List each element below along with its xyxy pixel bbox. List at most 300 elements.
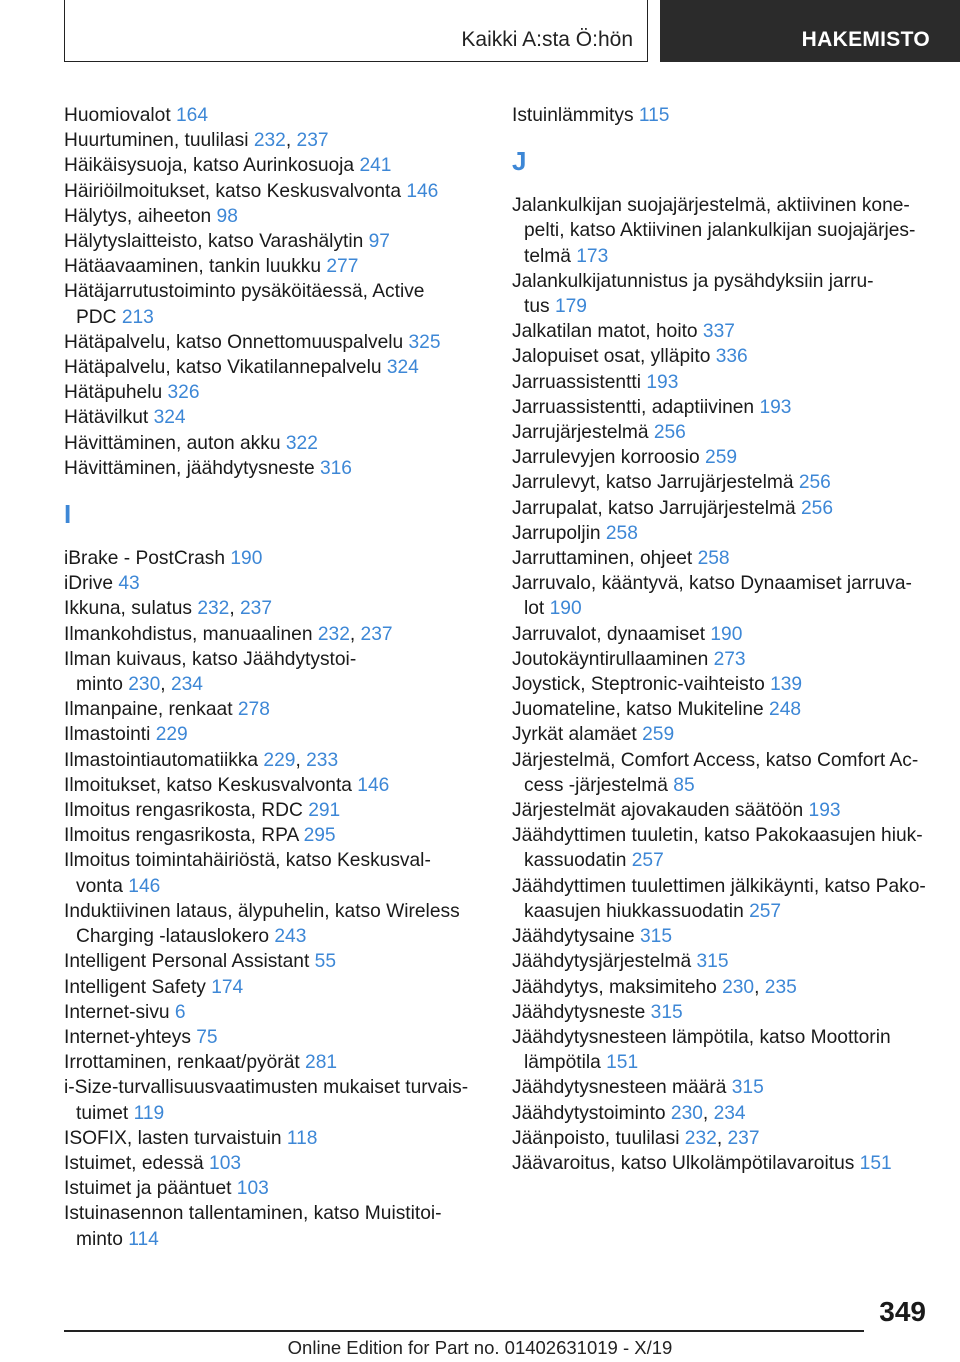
entry-text: Istuinlämmitys bbox=[512, 105, 639, 126]
page-link[interactable]: 75 bbox=[196, 1026, 218, 1048]
page-link[interactable]: 85 bbox=[673, 774, 695, 796]
index-entry bbox=[512, 1101, 932, 1126]
entry-term-continuation bbox=[512, 244, 932, 269]
page-link[interactable]: 232 bbox=[253, 130, 286, 152]
index-entry bbox=[512, 647, 932, 672]
entry-text: Jäähdytysaine bbox=[512, 926, 640, 948]
entry-term bbox=[64, 697, 474, 722]
page-link[interactable]: 234 bbox=[713, 1102, 746, 1124]
page-separator: , bbox=[285, 130, 297, 152]
page-link[interactable]: 229 bbox=[263, 749, 296, 771]
index-entry bbox=[64, 773, 474, 798]
page-link[interactable]: 233 bbox=[306, 749, 339, 771]
entry-term bbox=[64, 431, 474, 456]
page-separator: , bbox=[229, 598, 241, 620]
page-link[interactable]: 234 bbox=[170, 674, 203, 696]
entry-term-continuation bbox=[64, 1227, 474, 1252]
index-entry bbox=[512, 470, 932, 495]
entry-term bbox=[64, 179, 474, 204]
entry-text: Jäänpoisto, tuulilasi bbox=[512, 1127, 685, 1149]
entry-text: vonta bbox=[76, 875, 129, 897]
entry-text: Hävittäminen, auton akku bbox=[64, 432, 286, 454]
entry-text: Ilmastointi bbox=[64, 724, 156, 746]
index-entry bbox=[64, 254, 474, 279]
page-link[interactable]: 235 bbox=[764, 976, 797, 998]
index-letter-heading: J bbox=[512, 146, 527, 177]
page-link[interactable]: 173 bbox=[576, 245, 609, 267]
page-separator: , bbox=[349, 623, 361, 645]
entry-text: Jarruvalo, kääntyvä, katso Dynaamiset jarruva- bbox=[512, 573, 912, 595]
page-link[interactable]: 43 bbox=[118, 573, 140, 595]
entry-text: Ilmoitukset, katso Keskusvalvonta bbox=[64, 774, 358, 796]
page-link[interactable]: 237 bbox=[296, 130, 329, 152]
entry-term bbox=[512, 1000, 932, 1025]
index-entry bbox=[64, 279, 474, 329]
entry-text: Irrottaminen, renkaat/pyörät bbox=[64, 1052, 306, 1074]
entry-text: lämpötila bbox=[524, 1052, 607, 1074]
entry-text: Hälytyslaitteisto, katso Varashälytin bbox=[64, 231, 369, 253]
entry-term-continuation bbox=[512, 218, 932, 243]
entry-text: Jarruassistentti, adaptiivinen bbox=[512, 396, 760, 418]
index-entry bbox=[512, 748, 932, 798]
index-entry bbox=[512, 874, 932, 924]
index-entry bbox=[512, 269, 932, 319]
entry-text: Intelligent Personal Assistant bbox=[64, 951, 315, 973]
entry-term bbox=[512, 269, 932, 294]
index-entry bbox=[512, 823, 932, 873]
entry-text: Ilmanpaine, renkaat bbox=[64, 699, 238, 721]
index-letter-heading: I bbox=[64, 499, 72, 530]
entry-term bbox=[64, 546, 474, 571]
page-link[interactable]: 174 bbox=[211, 976, 244, 998]
entry-term bbox=[64, 748, 474, 773]
index-entry bbox=[512, 496, 932, 521]
index-entry bbox=[64, 798, 474, 823]
index-entry bbox=[64, 1176, 474, 1201]
entry-term bbox=[64, 1151, 474, 1176]
page-link[interactable]: 273 bbox=[713, 648, 746, 670]
index-entry bbox=[512, 1151, 932, 1176]
page-link[interactable]: 98 bbox=[216, 205, 238, 227]
entry-text: Jäähdytystoiminto bbox=[512, 1102, 671, 1124]
page-link[interactable]: 237 bbox=[240, 598, 273, 620]
entry-term bbox=[64, 229, 474, 254]
index-entry bbox=[512, 1000, 932, 1025]
page-link[interactable]: 257 bbox=[631, 850, 664, 872]
entry-text: Huomiovalot bbox=[64, 105, 176, 126]
page-link[interactable]: 336 bbox=[715, 346, 748, 368]
page-link[interactable]: 146 bbox=[357, 774, 390, 796]
page-link[interactable]: 6 bbox=[174, 1001, 186, 1023]
page-link[interactable]: 256 bbox=[798, 472, 831, 494]
entry-term bbox=[512, 798, 932, 823]
index-entry bbox=[64, 622, 474, 647]
index-entry bbox=[512, 193, 932, 269]
index-entry bbox=[64, 546, 474, 571]
page-link[interactable]: 232 bbox=[197, 598, 230, 620]
entry-term bbox=[64, 128, 474, 153]
entry-text: Juomateline, katso Mukiteline bbox=[512, 699, 770, 721]
page-link[interactable]: 241 bbox=[359, 155, 392, 177]
index-group bbox=[64, 546, 474, 1252]
entry-text: Ilmoitus rengasrikosta, RDC bbox=[64, 800, 309, 822]
entry-text: Ilmankohdistus, manuaalinen bbox=[64, 623, 318, 645]
index-entry bbox=[64, 596, 474, 621]
page-link[interactable]: 259 bbox=[705, 447, 738, 469]
page-link[interactable]: 248 bbox=[769, 699, 802, 721]
entry-text: kassuodatin bbox=[524, 850, 632, 872]
page-link[interactable]: 315 bbox=[650, 1001, 683, 1023]
page-link[interactable]: 315 bbox=[696, 951, 729, 973]
entry-text: Istuinasennon tallentaminen, katso Muistitoi- bbox=[64, 1203, 442, 1225]
entry-text: Joutokäyntirullaaminen bbox=[512, 648, 714, 670]
page-link[interactable]: 139 bbox=[770, 674, 803, 696]
page-link[interactable]: 277 bbox=[326, 256, 359, 278]
entry-text: Jarruttaminen, ohjeet bbox=[512, 548, 698, 570]
entry-term bbox=[64, 456, 474, 481]
page-link[interactable]: 229 bbox=[155, 724, 188, 746]
page-link[interactable]: 103 bbox=[236, 1178, 269, 1200]
entry-term bbox=[64, 899, 474, 924]
page-link[interactable]: 193 bbox=[759, 396, 792, 418]
entry-term-continuation bbox=[512, 848, 932, 873]
entry-text: Jalankulkijatunnistus ja pysähdyksiin jarru- bbox=[512, 270, 874, 292]
page-link[interactable]: 213 bbox=[121, 306, 154, 328]
page-link[interactable]: 237 bbox=[727, 1127, 760, 1149]
page-link[interactable]: 230 bbox=[670, 1102, 703, 1124]
index-entry bbox=[512, 420, 932, 445]
page-link[interactable]: 315 bbox=[731, 1077, 764, 1099]
entry-text: Internet-sivu bbox=[64, 1001, 175, 1023]
page-link[interactable]: 256 bbox=[801, 497, 834, 519]
index-entry bbox=[64, 949, 474, 974]
entry-term-continuation bbox=[64, 305, 474, 330]
entry-text: Ilman kuivaus, katso Jäähdytystoi- bbox=[64, 648, 357, 670]
page-link[interactable]: 164 bbox=[175, 105, 208, 126]
entry-term bbox=[512, 571, 932, 596]
entry-text: Jäähdytysnesteen lämpötila, katso Moottorin bbox=[512, 1026, 891, 1048]
entry-term bbox=[64, 1176, 474, 1201]
index-entry bbox=[512, 622, 932, 647]
entry-text: Intelligent Safety bbox=[64, 976, 212, 998]
page-link[interactable]: 115 bbox=[638, 105, 670, 126]
index-entry bbox=[512, 1025, 932, 1075]
entry-term bbox=[64, 949, 474, 974]
entry-term bbox=[64, 622, 474, 647]
entry-term-continuation bbox=[64, 924, 474, 949]
entry-text: Hälytys, aiheeton bbox=[64, 205, 217, 227]
entry-text: Jarrulevyt, katso Jarrujärjestelmä bbox=[512, 472, 799, 494]
entry-text: minto bbox=[76, 1228, 129, 1250]
page-link[interactable]: 337 bbox=[702, 321, 735, 343]
page-link[interactable]: 322 bbox=[285, 432, 318, 454]
entry-term bbox=[512, 1025, 932, 1050]
page-link[interactable]: 237 bbox=[360, 623, 393, 645]
entry-term bbox=[512, 1126, 932, 1151]
index-entry bbox=[64, 431, 474, 456]
page-link[interactable]: 118 bbox=[286, 1127, 318, 1149]
entry-term bbox=[64, 1201, 474, 1226]
entry-text: cess -järjestelmä bbox=[524, 774, 674, 796]
entry-term bbox=[64, 380, 474, 405]
entry-term bbox=[64, 204, 474, 229]
entry-term bbox=[512, 319, 932, 344]
entry-term-continuation bbox=[64, 672, 474, 697]
page-link[interactable]: 151 bbox=[859, 1152, 892, 1174]
entry-text: Jarrupalat, katso Jarrujärjestelmä bbox=[512, 497, 801, 519]
page-link[interactable]: 146 bbox=[406, 180, 439, 202]
page-link[interactable]: 146 bbox=[128, 875, 161, 897]
footer-divider bbox=[64, 1330, 864, 1332]
entry-term bbox=[64, 153, 474, 178]
entry-text: Jäähdyttimen tuuletin, katso Pakokaasujen hiuk- bbox=[512, 825, 923, 847]
entry-text: Jarruassistentti bbox=[512, 371, 647, 393]
entry-term bbox=[512, 647, 932, 672]
page-separator: , bbox=[754, 976, 765, 998]
index-entry bbox=[512, 798, 932, 823]
page-link[interactable]: 324 bbox=[153, 407, 186, 429]
page-link[interactable]: 114 bbox=[128, 1228, 159, 1250]
index-entry bbox=[64, 647, 474, 697]
entry-term bbox=[512, 470, 932, 495]
index-entry bbox=[512, 571, 932, 621]
page-link[interactable]: 316 bbox=[319, 457, 352, 479]
page-link[interactable]: 295 bbox=[303, 825, 336, 847]
index-entry bbox=[64, 153, 474, 178]
index-entry bbox=[64, 1000, 474, 1025]
page-link[interactable]: 315 bbox=[640, 926, 673, 948]
entry-text: Ikkuna, sulatus bbox=[64, 598, 198, 620]
index-entry bbox=[64, 848, 474, 898]
entry-text: Hätäpalvelu, katso Onnettomuuspalvelu bbox=[64, 331, 409, 353]
entry-text: Jäähdyttimen tuulettimen jälkikäynti, katso Pako- bbox=[512, 875, 926, 897]
entry-text: Jalankulkijan suojajärjestelmä, aktiivinen kone- bbox=[512, 195, 910, 217]
page-link[interactable]: 193 bbox=[808, 800, 841, 822]
entry-term bbox=[512, 370, 932, 395]
entry-term bbox=[512, 521, 932, 546]
entry-term bbox=[512, 672, 932, 697]
index-entry bbox=[512, 949, 932, 974]
entry-term bbox=[64, 647, 474, 672]
entry-term bbox=[64, 279, 474, 304]
page-link[interactable]: 324 bbox=[386, 357, 419, 379]
entry-text: i-Size-turvallisuusvaatimusten mukaiset turvais- bbox=[64, 1077, 469, 1099]
index-entry bbox=[512, 1126, 932, 1151]
page-link[interactable]: 291 bbox=[308, 800, 341, 822]
entry-term bbox=[512, 1151, 932, 1176]
entry-text: Jäähdytysjärjestelmä bbox=[512, 951, 697, 973]
page-link[interactable]: 97 bbox=[368, 231, 390, 253]
entry-term-continuation bbox=[512, 1050, 932, 1075]
entry-term bbox=[512, 344, 932, 369]
page-number: 349 bbox=[879, 1296, 926, 1327]
index-entry bbox=[64, 179, 474, 204]
entry-text: Häiriöilmoitukset, katso Keskusvalvonta bbox=[64, 180, 407, 202]
page-link[interactable]: 193 bbox=[646, 371, 679, 393]
entry-term-continuation bbox=[512, 294, 932, 319]
page-separator: , bbox=[295, 749, 307, 771]
page-link[interactable]: 281 bbox=[305, 1052, 338, 1074]
entry-text: tus bbox=[524, 296, 555, 318]
index-entry bbox=[64, 975, 474, 1000]
page-link[interactable]: 258 bbox=[605, 522, 638, 544]
page-link[interactable]: 256 bbox=[653, 422, 686, 444]
index-entry bbox=[64, 1151, 474, 1176]
entry-text: minto bbox=[76, 674, 129, 696]
entry-text: Hätävilkut bbox=[64, 407, 154, 429]
index-entry bbox=[64, 748, 474, 773]
entry-term bbox=[512, 496, 932, 521]
entry-term bbox=[512, 103, 932, 128]
index-entry bbox=[64, 204, 474, 229]
section-tab bbox=[660, 0, 960, 62]
page-link[interactable]: 190 bbox=[230, 548, 263, 570]
entry-term-continuation bbox=[512, 596, 932, 621]
entry-text: Järjestelmä, Comfort Access, katso Comfort Ac- bbox=[512, 749, 919, 771]
index-entry bbox=[512, 697, 932, 722]
entry-text: Jyrkät alamäet bbox=[512, 724, 643, 746]
entry-text: Hätäpuhelu bbox=[64, 382, 168, 404]
page-link[interactable]: 151 bbox=[606, 1052, 639, 1074]
index-entry bbox=[512, 975, 932, 1000]
entry-term bbox=[64, 848, 474, 873]
page-link[interactable]: 232 bbox=[317, 623, 350, 645]
entry-text: Ilmastointiautomatiikka bbox=[64, 749, 264, 771]
index-entry bbox=[512, 103, 932, 128]
entry-term bbox=[64, 823, 474, 848]
index-entry bbox=[64, 1201, 474, 1251]
entry-term bbox=[64, 1075, 474, 1100]
index-entry bbox=[64, 229, 474, 254]
entry-term bbox=[512, 546, 932, 571]
page-link[interactable]: 232 bbox=[684, 1127, 717, 1149]
index-entry bbox=[512, 672, 932, 697]
page-link[interactable]: 190 bbox=[549, 598, 582, 620]
entry-term bbox=[512, 420, 932, 445]
entry-term-continuation bbox=[64, 1101, 474, 1126]
index-group bbox=[512, 103, 932, 128]
entry-text: Jäähdytys, maksimiteho bbox=[512, 976, 723, 998]
entry-term bbox=[512, 697, 932, 722]
index-entry bbox=[512, 722, 932, 747]
entry-text: Jarrulevyjen korroosio bbox=[512, 447, 706, 469]
page-link[interactable]: 325 bbox=[408, 331, 441, 353]
entry-term bbox=[64, 975, 474, 1000]
entry-term bbox=[64, 1025, 474, 1050]
page-link[interactable]: 230 bbox=[128, 674, 161, 696]
page-link[interactable]: 179 bbox=[554, 296, 587, 318]
index-entry bbox=[64, 405, 474, 430]
index-entry bbox=[64, 1050, 474, 1075]
entry-text: Jäähdytysnesteen määrä bbox=[512, 1077, 732, 1099]
entry-text: Induktiivinen lataus, älypuhelin, katso Wireless bbox=[64, 900, 460, 922]
entry-text: Jalkatilan matot, hoito bbox=[512, 321, 703, 343]
entry-term bbox=[512, 722, 932, 747]
index-entry bbox=[64, 103, 474, 128]
entry-text: iDrive bbox=[64, 573, 119, 595]
entry-term bbox=[512, 193, 932, 218]
page-link[interactable]: 258 bbox=[697, 548, 730, 570]
page-link[interactable]: 278 bbox=[237, 699, 270, 721]
entry-term bbox=[512, 874, 932, 899]
index-entry bbox=[512, 344, 932, 369]
entry-term bbox=[512, 949, 932, 974]
index-entry bbox=[512, 521, 932, 546]
section-label: HAKEMISTO bbox=[801, 28, 930, 51]
page-link[interactable]: 55 bbox=[314, 951, 336, 973]
page-link[interactable]: 259 bbox=[642, 724, 675, 746]
index-entry bbox=[512, 445, 932, 470]
entry-term bbox=[512, 445, 932, 470]
chapter-label: Kaikki A:sta Ö:hön bbox=[461, 28, 633, 51]
entry-text: Ilmoitus toimintahäiriöstä, katso Keskusval- bbox=[64, 850, 431, 872]
entry-text: Charging -latauslokero bbox=[76, 926, 275, 948]
entry-text: Jalopuiset osat, ylläpito bbox=[512, 346, 716, 368]
page-link[interactable]: 190 bbox=[710, 623, 743, 645]
entry-term bbox=[64, 103, 474, 128]
entry-text: Huurtuminen, tuulilasi bbox=[64, 130, 254, 152]
page-link[interactable]: 257 bbox=[749, 900, 782, 922]
page-separator: , bbox=[160, 674, 171, 696]
page-link[interactable]: 326 bbox=[167, 382, 200, 404]
entry-term-continuation bbox=[64, 874, 474, 899]
entry-text: Jäävaroitus, katso Ulkolämpötilavaroitus bbox=[512, 1152, 860, 1174]
index-entry bbox=[64, 1075, 474, 1125]
entry-term bbox=[64, 571, 474, 596]
entry-text: Hätäpalvelu, katso Vikatilannepalvelu bbox=[64, 357, 387, 379]
index-entry bbox=[64, 330, 474, 355]
entry-term bbox=[64, 1126, 474, 1151]
left-column bbox=[64, 103, 474, 1252]
index-entry bbox=[512, 546, 932, 571]
footer-edition-text: Online Edition for Part no. 01402631019 - X/19 bbox=[287, 1337, 673, 1358]
entry-term bbox=[512, 975, 932, 1000]
index-entry bbox=[512, 1075, 932, 1100]
entry-text: Jarruvalot, dynaamiset bbox=[512, 623, 711, 645]
entry-text: Hätäavaaminen, tankin luukku bbox=[64, 256, 327, 278]
entry-term bbox=[64, 355, 474, 380]
index-entry bbox=[64, 1025, 474, 1050]
page-separator: , bbox=[716, 1127, 728, 1149]
index-entry bbox=[512, 924, 932, 949]
index-entry bbox=[64, 722, 474, 747]
entry-term bbox=[64, 722, 474, 747]
page-link[interactable]: 103 bbox=[209, 1152, 242, 1174]
page-separator: , bbox=[702, 1102, 714, 1124]
index-group bbox=[64, 103, 474, 481]
page-link[interactable]: 119 bbox=[133, 1102, 165, 1124]
entry-term bbox=[512, 1101, 932, 1126]
entry-text: Jäähdytysneste bbox=[512, 1001, 651, 1023]
entry-text: Ilmoitus rengasrikosta, RPA bbox=[64, 825, 304, 847]
index-entry bbox=[64, 697, 474, 722]
index-entry bbox=[64, 571, 474, 596]
entry-text: Istuimet ja pääntuet bbox=[64, 1178, 237, 1200]
entry-term bbox=[64, 1000, 474, 1025]
page-link[interactable]: 230 bbox=[722, 976, 755, 998]
entry-term bbox=[512, 1075, 932, 1100]
entry-text: ISOFIX, lasten turvaistuin bbox=[64, 1127, 287, 1149]
page-link[interactable]: 243 bbox=[274, 926, 307, 948]
entry-text: Jarrujärjestelmä bbox=[512, 422, 654, 444]
right-column bbox=[512, 103, 932, 1176]
entry-term bbox=[512, 823, 932, 848]
entry-text: Joystick, Steptronic-vaihteisto bbox=[512, 674, 771, 696]
entry-term bbox=[64, 254, 474, 279]
entry-text: Jarrupoljin bbox=[512, 522, 606, 544]
entry-term bbox=[512, 924, 932, 949]
entry-text: Häikäisysuoja, katso Aurinkosuoja bbox=[64, 155, 360, 177]
